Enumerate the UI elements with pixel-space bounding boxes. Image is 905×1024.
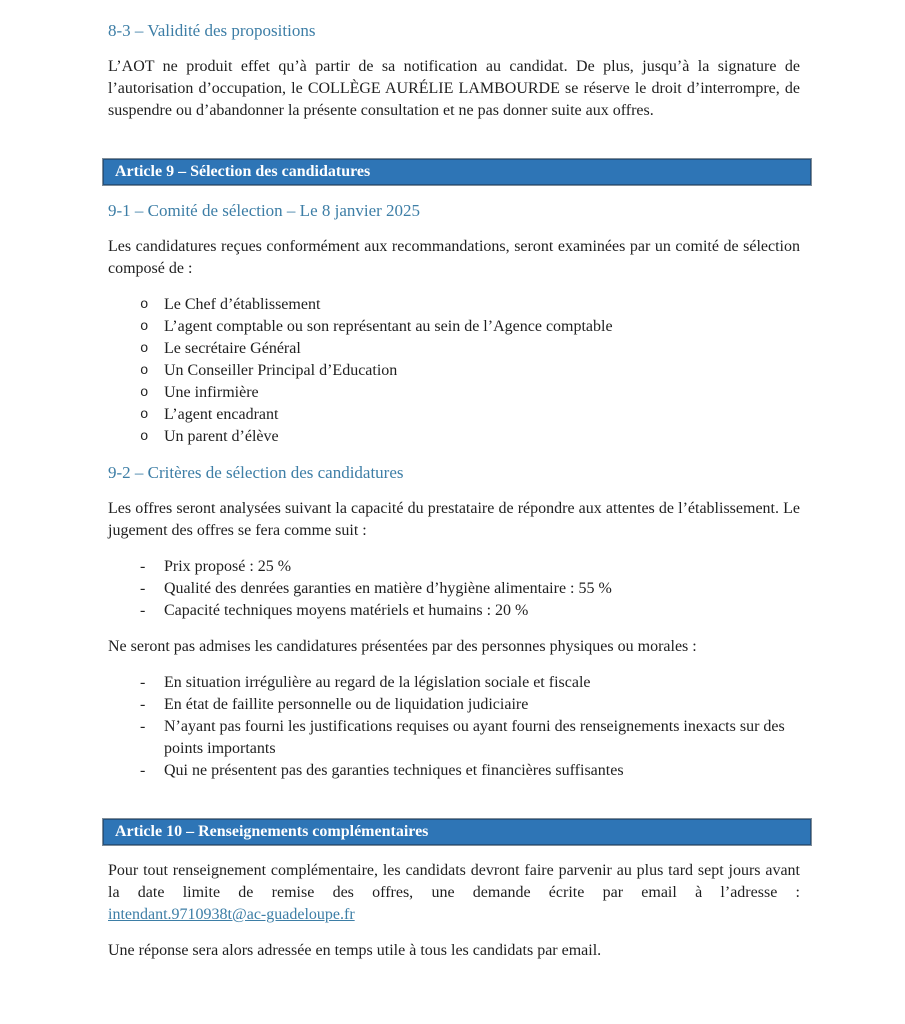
list-item xyxy=(140,316,800,338)
article-10-paragraph-text: Pour tout renseignement complémentaire, les candidats devront faire parvenir au plus tard sept jours avant la date limite de remise des offres, une demande écrite par email à l’adresse : xyxy=(108,862,800,901)
circle-bullet-marker: o xyxy=(140,319,149,335)
criterion: Qualité des denrées garanties en matière d’hygiène alimentaire : 55 % xyxy=(164,580,612,597)
list-item xyxy=(140,404,800,426)
section-8-3-paragraph: L’AOT ne produit effet qu’à partir de sa notification au candidat. De plus, jusqu’à la signature de l’autorisation d’occupation, le COLLÈGE AURÉLIE LAMBOURDE se réserve le droit d’interrompre, de suspendre ou d’abandonner la présente consultation et ne pas donner suite aux offres. xyxy=(108,58,800,119)
exclusion: En état de faillite personnelle ou de liquidation judiciaire xyxy=(164,696,529,713)
dash-bullet-marker: - xyxy=(140,718,146,735)
closing-paragraph: Une réponse sera alors adressée en temps utile à tous les candidats par email. xyxy=(108,942,602,959)
dash-bullet-marker: - xyxy=(140,696,146,713)
criterion: Prix proposé : 25 % xyxy=(164,558,292,575)
list-item xyxy=(140,338,800,360)
exclusion: N’ayant pas fourni les justifications requises ou ayant fourni des renseignements inexacts sur des points importants xyxy=(164,718,785,757)
circle-bullet-marker: o xyxy=(140,407,149,423)
list-item xyxy=(140,760,800,782)
committee-member: L’agent comptable ou son représentant au sein de l’Agence comptable xyxy=(164,318,613,335)
criteria-list xyxy=(108,556,800,622)
section-8-3-heading: 8-3 – Validité des propositions xyxy=(108,21,316,40)
section-9-2-heading: 9-2 – Critères de sélection des candidatures xyxy=(108,463,404,482)
circle-bullet-marker: o xyxy=(140,297,149,313)
dash-bullet-marker: - xyxy=(140,762,146,779)
list-item xyxy=(140,556,800,578)
committee-member: L’agent encadrant xyxy=(164,406,279,423)
exclusions-intro-paragraph: Ne seront pas admises les candidatures présentées par des personnes physiques ou morales : xyxy=(108,638,697,655)
article-9-banner: Article 9 – Sélection des candidatures xyxy=(102,158,812,186)
circle-bullet-marker: o xyxy=(140,385,149,401)
list-item xyxy=(140,578,800,600)
section-9-1-heading: 9-1 – Comité de sélection – Le 8 janvier 2025 xyxy=(108,201,421,220)
list-item xyxy=(140,360,800,382)
circle-bullet-marker: o xyxy=(140,429,149,445)
committee-list xyxy=(108,294,800,448)
criterion: Capacité techniques moyens matériels et humains : 20 % xyxy=(164,602,529,619)
email-link[interactable]: intendant.9710938t@ac-guadeloupe.fr xyxy=(108,906,355,923)
exclusions-list xyxy=(108,672,800,782)
dash-bullet-marker: - xyxy=(140,558,146,575)
list-item xyxy=(140,600,800,622)
section-9-1-paragraph: Les candidatures reçues conformément aux recommandations, seront examinées par un comité de sélection composé de : xyxy=(108,238,800,277)
list-item xyxy=(140,382,800,404)
article-10-paragraph xyxy=(108,860,800,926)
committee-member: Un Conseiller Principal d’Education xyxy=(164,362,398,379)
exclusion: Qui ne présentent pas des garanties techniques et financières suffisantes xyxy=(164,762,624,779)
article-10-banner: Article 10 – Renseignements complémentaires xyxy=(102,818,812,846)
exclusion: En situation irrégulière au regard de la législation sociale et fiscale xyxy=(164,674,591,691)
dash-bullet-marker: - xyxy=(140,580,146,597)
list-item xyxy=(140,716,800,760)
committee-member: Le secrétaire Général xyxy=(164,340,301,357)
section-9-2-paragraph: Les offres seront analysées suivant la capacité du prestataire de répondre aux attentes de l’établissement. Le jugement des offres se fera comme suit : xyxy=(108,500,800,539)
committee-member: Le Chef d’établissement xyxy=(164,296,321,313)
dash-bullet-marker: - xyxy=(140,602,146,619)
committee-member: Un parent d’élève xyxy=(164,428,279,445)
circle-bullet-marker: o xyxy=(140,341,149,357)
list-item xyxy=(140,694,800,716)
list-item xyxy=(140,426,800,448)
list-item xyxy=(140,294,800,316)
dash-bullet-marker: - xyxy=(140,674,146,691)
list-item xyxy=(140,672,800,694)
circle-bullet-marker: o xyxy=(140,363,149,379)
committee-member: Une infirmière xyxy=(164,384,259,401)
